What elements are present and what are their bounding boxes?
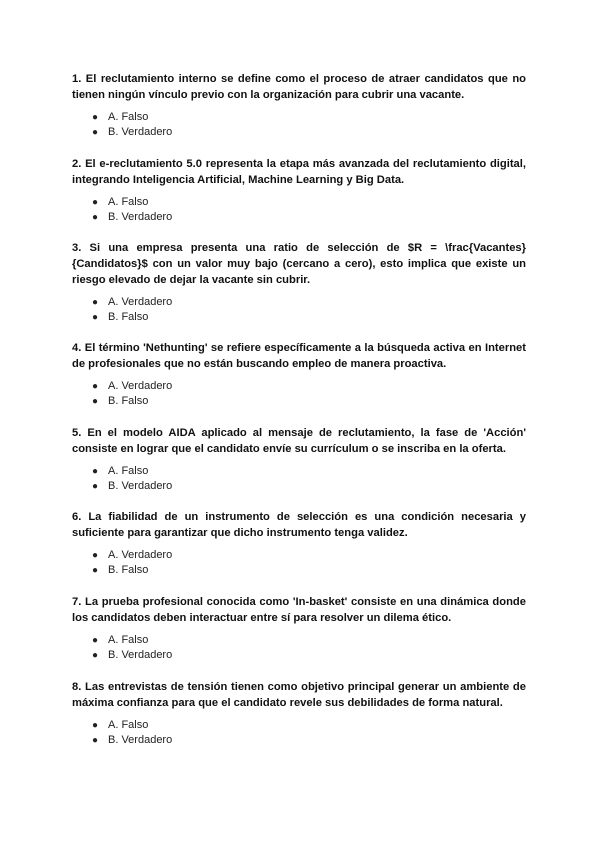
option-label: B. Verdadero <box>108 734 173 746</box>
bullet-icon: ● <box>92 127 99 138</box>
option-item <box>72 379 526 394</box>
bullet-icon: ● <box>92 550 99 561</box>
option-label: A. Falso <box>108 465 149 477</box>
option-item <box>72 733 526 748</box>
option-item <box>72 125 526 140</box>
bullet-icon: ● <box>92 635 99 646</box>
option-list <box>72 718 526 748</box>
question-text: 1. El reclutamiento interno se define como el proceso de atraer candidatos que no tienen ningún vínculo previo con la organización para cubrir una vacante. <box>72 73 526 101</box>
option-item <box>72 210 526 225</box>
option-label: A. Falso <box>108 111 149 123</box>
option-label: B. Verdadero <box>108 211 173 223</box>
option-list <box>72 464 526 494</box>
bullet-icon: ● <box>92 650 99 661</box>
option-label: A. Verdadero <box>108 380 173 392</box>
option-label: B. Falso <box>108 395 149 407</box>
option-label: A. Falso <box>108 634 149 646</box>
question-text: 3. Si una empresa presenta una ratio de selección de $R = \frac{Vacantes}{Candidatos}$ con un valor muy bajo (cercano a cero), esto implica que existe un riesgo elevado de dejar la vacante sin cubrir. <box>72 242 526 286</box>
option-item <box>72 394 526 409</box>
bullet-icon: ● <box>92 720 99 731</box>
option-item <box>72 648 526 663</box>
bullet-icon: ● <box>92 381 99 392</box>
option-item <box>72 633 526 648</box>
bullet-icon: ● <box>92 312 99 323</box>
bullet-icon: ● <box>92 466 99 477</box>
question-8 <box>72 679 526 748</box>
option-list <box>72 110 526 140</box>
bullet-icon: ● <box>92 396 99 407</box>
question-1 <box>72 71 526 140</box>
question-text: 5. En el modelo AIDA aplicado al mensaje de reclutamiento, la fase de 'Acción' consiste en lograr que el candidato envíe su currículum o se inscriba en la oferta. <box>72 427 526 455</box>
option-label: A. Falso <box>108 196 149 208</box>
bullet-icon: ● <box>92 197 99 208</box>
bullet-icon: ● <box>92 481 99 492</box>
bullet-icon: ● <box>92 212 99 223</box>
question-text: 2. El e-reclutamiento 5.0 representa la etapa más avanzada del reclutamiento digital, integrando Inteligencia Artificial, Machine Learning y Big Data. <box>72 158 526 186</box>
question-2 <box>72 156 526 225</box>
option-item <box>72 464 526 479</box>
option-label: A. Verdadero <box>108 549 173 561</box>
bullet-icon: ● <box>92 112 99 123</box>
option-list <box>72 195 526 225</box>
option-item <box>72 479 526 494</box>
option-item <box>72 548 526 563</box>
question-5 <box>72 425 526 494</box>
question-4 <box>72 340 526 409</box>
option-item <box>72 110 526 125</box>
question-7 <box>72 594 526 663</box>
option-item <box>72 563 526 578</box>
bullet-icon: ● <box>92 297 99 308</box>
option-item <box>72 295 526 310</box>
option-label: A. Verdadero <box>108 296 173 308</box>
question-6 <box>72 509 526 578</box>
option-label: B. Verdadero <box>108 126 173 138</box>
option-list <box>72 295 526 325</box>
option-label: B. Falso <box>108 564 149 576</box>
question-3 <box>72 240 526 325</box>
question-text: 8. Las entrevistas de tensión tienen como objetivo principal generar un ambiente de máxima confianza para que el candidato revele sus debilidades de forma natural. <box>72 681 526 709</box>
option-label: B. Verdadero <box>108 649 173 661</box>
option-list <box>72 548 526 578</box>
bullet-icon: ● <box>92 565 99 576</box>
question-text: 7. La prueba profesional conocida como 'In-basket' consiste en una dinámica donde los candidatos deben interactuar entre sí para resolver un dilema ético. <box>72 596 526 624</box>
bullet-icon: ● <box>92 735 99 746</box>
question-text: 6. La fiabilidad de un instrumento de selección es una condición necesaria y suficiente para garantizar que dicho instrumento tenga validez. <box>72 511 526 539</box>
option-label: B. Verdadero <box>108 480 173 492</box>
question-text: 4. El término 'Nethunting' se refiere específicamente a la búsqueda activa en Internet de profesionales que no están buscando empleo de manera proactiva. <box>72 342 526 370</box>
option-label: B. Falso <box>108 311 149 323</box>
option-list <box>72 379 526 409</box>
option-item <box>72 718 526 733</box>
option-label: A. Falso <box>108 719 149 731</box>
option-list <box>72 633 526 663</box>
option-item <box>72 310 526 325</box>
option-item <box>72 195 526 210</box>
